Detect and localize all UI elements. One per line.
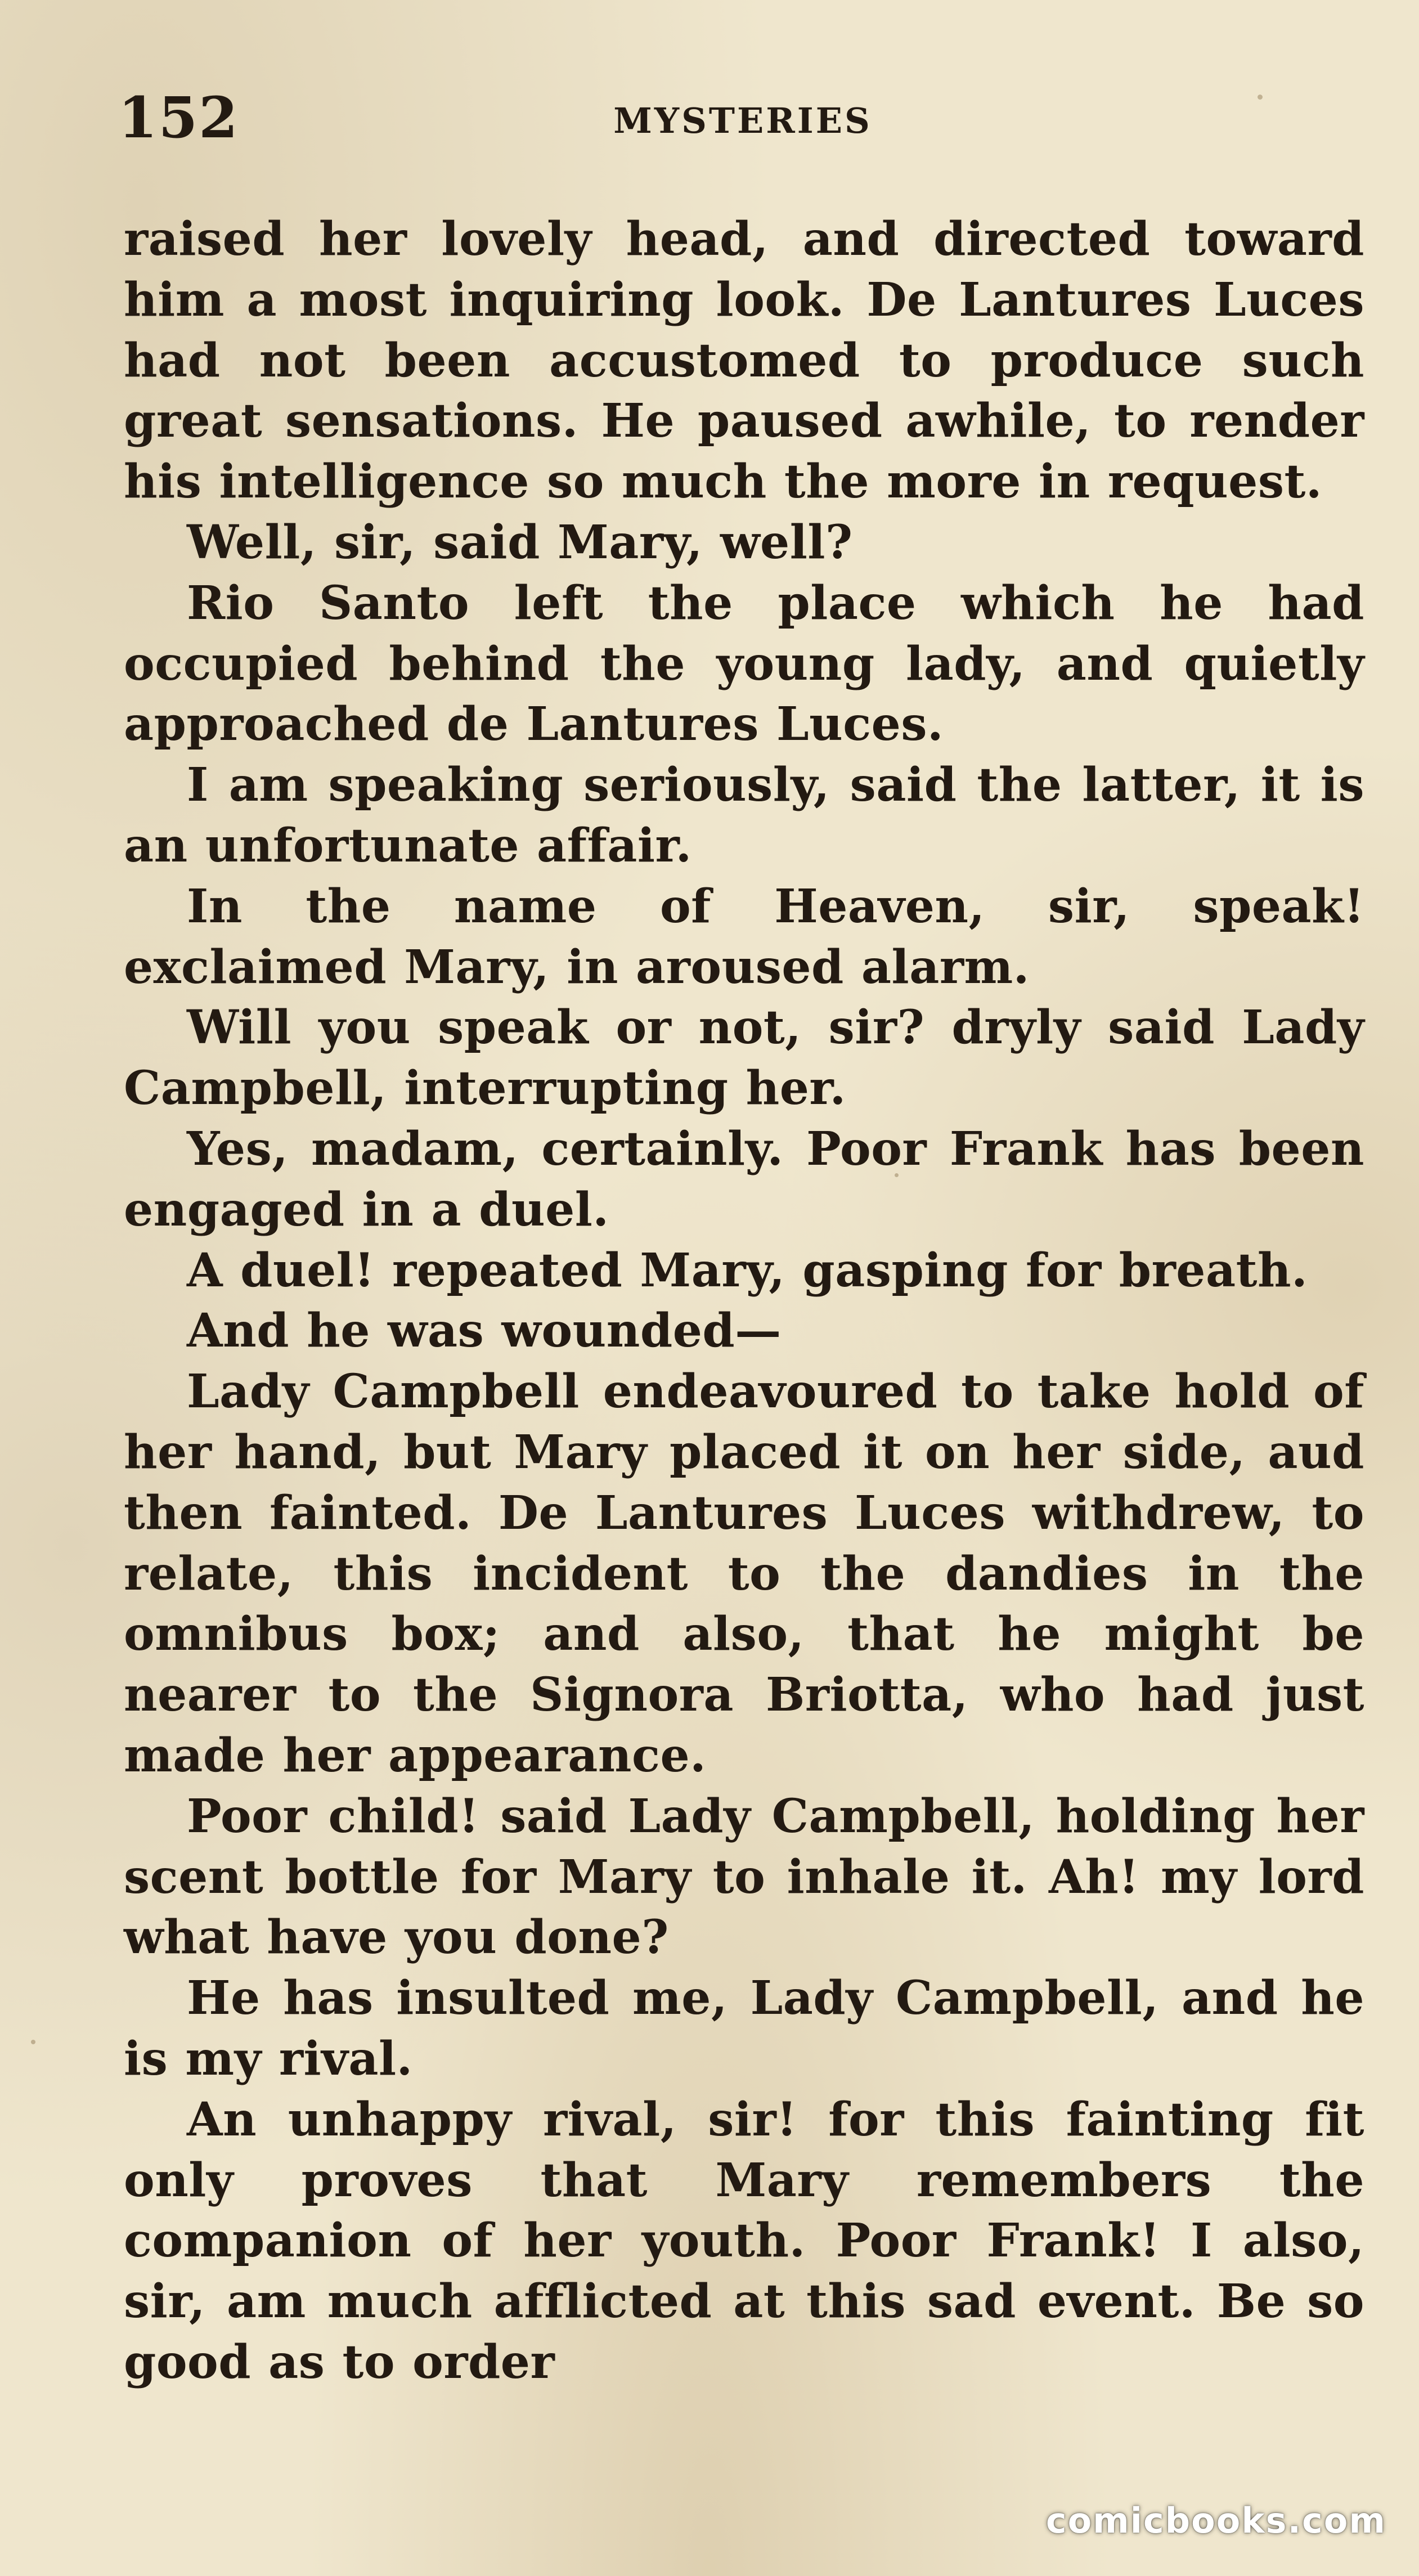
page-number: 152 (118, 84, 239, 151)
paragraph: Poor child! said Lady Campbell, holding her scent bottle for Mary to inhale it. Ah! my lord what have you done? (124, 1789, 1364, 1965)
paragraph: Rio Santo left the place which he had occupied behind the young lady, and quietly approached de Lantures Luces. (124, 576, 1364, 752)
paragraph: He has insulted me, Lady Campbell, and he is my rival. (124, 1971, 1364, 2086)
page-header (118, 84, 1367, 152)
paragraph: Will you speak or not, sir? dryly said Lady Campbell, interrupting her. (124, 1000, 1364, 1116)
paragraph: Yes, madam, certainly. Poor Frank has been engaged in a duel. (124, 1121, 1364, 1237)
paragraph: Lady Campbell endeavoured to take hold of her hand, but Mary placed it on her side, aud then fainted. De Lantures Luces withdrew, to relate, this incident to the dandies in the omnibus box; and also, that he might be nearer to the Signora Briotta, who had just made her appearance. (124, 1365, 1364, 1783)
running-title: MYSTERIES (613, 100, 872, 141)
paragraph: I am speaking seriously, said the latter, it is an unfortunate affair. (124, 758, 1364, 873)
paragraph: In the name of Heaven, sir, speak! exclaimed Mary, in aroused alarm. (124, 879, 1364, 994)
paragraph: A duel! repeated Mary, gasping for breath. (187, 1243, 1308, 1298)
paragraph: raised her lovely head, and directed toward him a most inquiring look. De Lantures Luces had not been accustomed to produce such great sensations. He paused awhile, to render his intelligence so much the more in request. (124, 212, 1364, 509)
paragraph: And he was wounded— (187, 1304, 782, 1358)
paragraph: Well, sir, said Mary, well? (187, 515, 853, 569)
body-text (124, 209, 1364, 2393)
watermark: comicbooks.com (1045, 2500, 1386, 2541)
paragraph: An unhappy rival, sir! for this fainting fit only proves that Mary remembers the companion of her youth. Poor Frank! I also, sir, am much afflicted at this sad event. Be so good as to order (124, 2092, 1364, 2389)
foxing-spot (31, 2040, 35, 2044)
